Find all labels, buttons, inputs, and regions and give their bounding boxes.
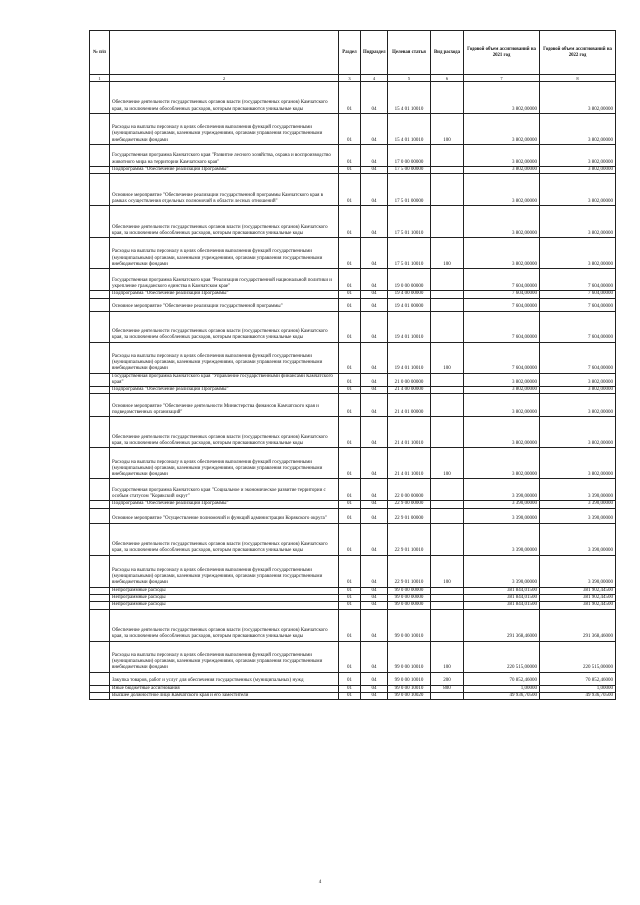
row-vid (431, 206, 464, 238)
row-2022: 3 390,00000 (540, 501, 616, 508)
table-row (90, 479, 616, 501)
row-name: Расходы на выплаты персоналу в целях обеспечения выполнения функций государственными (муниципальными) органами, казенными учреждениями, органами управления государственными внебюджетными фондами (110, 238, 339, 269)
row-razdel: 01 (339, 501, 361, 508)
row-podrazdel: 04 (361, 685, 388, 692)
row-name: Подпрограмма "Обеспечение реализации Программы" (110, 291, 339, 298)
row-name: Основное мероприятие "Обеспечение реализации государственной программы Камчатского края в рамках осуществления отдельных полномочий в области лесных отношений" (110, 174, 339, 206)
row-2021: 7 604,00000 (464, 342, 540, 373)
row-razdel: 01 (339, 291, 361, 298)
row-num (90, 508, 110, 523)
row-vid (431, 508, 464, 523)
row-razdel: 01 (339, 167, 361, 174)
row-vid: 800 (431, 685, 464, 692)
row-name: Расходы на выплаты персоналу в целях обеспечения выполнения функций государственными (муниципальными) органами, казенными учреждениями, органами управления государственными внебюджетными фондами (110, 555, 339, 587)
row-razdel: 01 (339, 82, 361, 114)
row-target: 21 4 01 00000 (388, 394, 431, 417)
row-2021: 3 802,00000 (464, 448, 540, 479)
row-vid: 100 (431, 238, 464, 269)
table-row (90, 555, 616, 587)
row-2022: 49 936,70500 (540, 692, 616, 699)
row-2021: 70 852,46000 (464, 672, 540, 685)
row-vid (431, 311, 464, 342)
header-razdel: Раздел (339, 31, 361, 75)
row-2021: 3 390,00000 (464, 523, 540, 555)
table-row (90, 595, 616, 602)
row-2022: 1,00000 (540, 685, 616, 692)
row-num (90, 595, 110, 602)
row-num (90, 685, 110, 692)
row-name: Государственная программа Камчатского края "Социальное и экономическое развитие территории с особым статусом "Корякский округ" (110, 479, 339, 501)
header-2022: Годовой объем ассигнований на 2022 год (540, 31, 616, 75)
page-number: 4 (318, 880, 322, 885)
row-podrazdel: 04 (361, 555, 388, 587)
row-name: Закупка товаров, работ и услуг для обеспечения государственных (муниципальных) нужд (110, 672, 339, 685)
row-2021: 3 802,00000 (464, 394, 540, 417)
row-2021: 7 604,00000 (464, 269, 540, 291)
row-vid (431, 269, 464, 291)
row-razdel: 01 (339, 685, 361, 692)
row-name: Обеспечение деятельности государственных органов власти (государственных органов) Камчатского края, за исключением обособленных расходов, которым присваиваются уникальные коды (110, 523, 339, 555)
row-2022: 7 604,00000 (540, 291, 616, 298)
row-target: 21 4 01 10010 (388, 448, 431, 479)
row-2021: 3 390,00000 (464, 479, 540, 501)
row-name: Основное мероприятие "Обеспечение реализации государственной программы" (110, 298, 339, 311)
row-razdel: 01 (339, 269, 361, 291)
row-podrazdel: 04 (361, 167, 388, 174)
row-name: Высшее должностное лицо Камчатского края и его заместители (110, 692, 339, 699)
row-2022: 3 802,00000 (540, 394, 616, 417)
header-2021: Годовой объем ассигнований на 2021 год (464, 31, 540, 75)
row-num (90, 145, 110, 167)
row-num (90, 641, 110, 672)
row-2022: 3 390,00000 (540, 508, 616, 523)
row-podrazdel: 04 (361, 479, 388, 501)
row-vid: 100 (431, 114, 464, 145)
row-podrazdel: 04 (361, 311, 388, 342)
row-2021: 3 802,00000 (464, 167, 540, 174)
row-2021: 3 802,00000 (464, 238, 540, 269)
row-podrazdel: 04 (361, 342, 388, 373)
header-vid: Вид расхода (431, 31, 464, 75)
row-name: Основное мероприятие "Осуществление полномочий и функций администрации Корякского округа" (110, 508, 339, 523)
row-vid (431, 174, 464, 206)
row-num (90, 523, 110, 555)
row-razdel: 01 (339, 609, 361, 641)
row-num (90, 394, 110, 417)
table-row (90, 501, 616, 508)
table-header-row (90, 31, 616, 75)
column-number: 3 (339, 75, 361, 82)
row-2021: 3 802,00000 (464, 206, 540, 238)
row-razdel: 01 (339, 387, 361, 394)
row-razdel: 01 (339, 672, 361, 685)
row-2022: 3 802,00000 (540, 167, 616, 174)
row-podrazdel: 04 (361, 114, 388, 145)
row-podrazdel: 04 (361, 82, 388, 114)
row-2021: 3 390,00000 (464, 501, 540, 508)
table-row (90, 417, 616, 448)
row-num (90, 609, 110, 641)
row-razdel: 01 (339, 145, 361, 167)
table-row (90, 609, 616, 641)
row-2021: 291 368,46000 (464, 609, 540, 641)
row-num (90, 342, 110, 373)
row-name: Расходы на выплаты персоналу в целях обеспечения выполнения функций государственными (муниципальными) органами, казенными учреждениями, органами управления государственными внебюджетными фондами (110, 342, 339, 373)
row-2022: 3 802,00000 (540, 145, 616, 167)
row-podrazdel: 04 (361, 508, 388, 523)
budget-table (89, 30, 616, 700)
budget-sheet (89, 30, 615, 700)
column-number: 5 (388, 75, 431, 82)
row-num (90, 479, 110, 501)
table-row (90, 206, 616, 238)
row-target: 17 5 01 10010 (388, 206, 431, 238)
row-2022: 7 604,00000 (540, 298, 616, 311)
row-podrazdel: 04 (361, 145, 388, 167)
row-name: Подпрограмма "Обеспечение реализации Программы" (110, 167, 339, 174)
row-razdel: 01 (339, 641, 361, 672)
row-vid (431, 145, 464, 167)
row-2022: 3 802,00000 (540, 206, 616, 238)
row-podrazdel: 04 (361, 373, 388, 387)
row-podrazdel: 04 (361, 174, 388, 206)
row-vid: 100 (431, 342, 464, 373)
row-2021: 7 604,00000 (464, 298, 540, 311)
row-num (90, 501, 110, 508)
row-num (90, 269, 110, 291)
row-2021: 220 515,00000 (464, 641, 540, 672)
table-row (90, 291, 616, 298)
row-podrazdel: 04 (361, 587, 388, 594)
column-number: 6 (431, 75, 464, 82)
row-name: Иные бюджетные ассигнования (110, 685, 339, 692)
row-razdel: 01 (339, 311, 361, 342)
column-number: 4 (361, 75, 388, 82)
row-podrazdel: 04 (361, 641, 388, 672)
row-razdel: 01 (339, 692, 361, 699)
row-vid: 200 (431, 672, 464, 685)
row-podrazdel: 04 (361, 501, 388, 508)
table-row (90, 641, 616, 672)
row-target: 19 0 00 00000 (388, 269, 431, 291)
row-target: 99 0 00 10020 (388, 692, 431, 699)
row-2021: 3 802,00000 (464, 82, 540, 114)
row-2022: 3 802,00000 (540, 82, 616, 114)
row-num (90, 417, 110, 448)
row-2021: 3 802,00000 (464, 114, 540, 145)
row-num (90, 311, 110, 342)
row-vid (431, 167, 464, 174)
row-target: 19 4 01 00000 (388, 298, 431, 311)
column-number-row (90, 75, 616, 82)
row-vid (431, 373, 464, 387)
row-razdel: 01 (339, 555, 361, 587)
row-num (90, 448, 110, 479)
table-row (90, 311, 616, 342)
row-podrazdel: 04 (361, 417, 388, 448)
row-target: 99 0 00 10010 (388, 609, 431, 641)
row-target: 15 4 01 10010 (388, 114, 431, 145)
row-name: Подпрограмма "Обеспечение реализации Программы" (110, 501, 339, 508)
row-target: 19 4 00 00000 (388, 291, 431, 298)
row-razdel: 01 (339, 298, 361, 311)
table-row (90, 174, 616, 206)
table-row (90, 238, 616, 269)
row-name: Непрограммные расходы (110, 602, 339, 609)
row-podrazdel: 04 (361, 291, 388, 298)
row-2021: 3 390,00000 (464, 508, 540, 523)
row-name: Государственная программа Камчатского края "Управление государственными финансами Камчатского края" (110, 373, 339, 387)
row-2022: 3 390,00000 (540, 523, 616, 555)
row-vid: 100 (431, 641, 464, 672)
row-target: 99 0 00 00000 (388, 602, 431, 609)
row-target: 22 9 01 00000 (388, 508, 431, 523)
table-row (90, 387, 616, 394)
row-num (90, 587, 110, 594)
row-name: Обеспечение деятельности государственных органов власти (государственных органов) Камчатского края, за исключением обособленных расходов, которым присваиваются уникальные коды (110, 311, 339, 342)
table-row (90, 602, 616, 609)
row-num (90, 291, 110, 298)
row-name: Расходы на выплаты персоналу в целях обеспечения выполнения функций государственными (муниципальными) органами, казенными учреждениями, органами управления государственными внебюджетными фондами (110, 448, 339, 479)
row-num (90, 238, 110, 269)
row-razdel: 01 (339, 508, 361, 523)
row-vid (431, 609, 464, 641)
row-2022: 381 902,44500 (540, 595, 616, 602)
row-razdel: 01 (339, 595, 361, 602)
header-target: Целевая статья (388, 31, 431, 75)
row-vid (431, 387, 464, 394)
row-podrazdel: 04 (361, 387, 388, 394)
row-razdel: 01 (339, 238, 361, 269)
row-target: 22 0 00 00000 (388, 479, 431, 501)
row-2022: 7 604,00000 (540, 311, 616, 342)
header-num: № п/п (90, 31, 110, 75)
row-num (90, 387, 110, 394)
row-razdel: 01 (339, 342, 361, 373)
row-num (90, 206, 110, 238)
row-podrazdel: 04 (361, 448, 388, 479)
row-target: 21 4 00 00000 (388, 387, 431, 394)
row-num (90, 602, 110, 609)
row-razdel: 01 (339, 114, 361, 145)
row-podrazdel: 04 (361, 269, 388, 291)
row-target: 99 0 00 00000 (388, 595, 431, 602)
row-target: 21 4 01 10010 (388, 417, 431, 448)
row-razdel: 01 (339, 587, 361, 594)
row-razdel: 01 (339, 448, 361, 479)
row-target: 99 0 00 10010 (388, 672, 431, 685)
row-2022: 3 802,00000 (540, 114, 616, 145)
row-2021: 3 802,00000 (464, 145, 540, 167)
row-target: 17 5 01 00000 (388, 174, 431, 206)
row-podrazdel: 04 (361, 595, 388, 602)
row-2022: 3 802,00000 (540, 448, 616, 479)
row-2022: 3 390,00000 (540, 555, 616, 587)
row-name: Обеспечение деятельности государственных органов власти (государственных органов) Камчатского края, за исключением обособленных расходов, которым присваиваются уникальные коды (110, 82, 339, 114)
row-podrazdel: 04 (361, 672, 388, 685)
row-2021: 3 802,00000 (464, 417, 540, 448)
row-target: 15 4 01 10010 (388, 82, 431, 114)
row-target: 17 0 00 00000 (388, 145, 431, 167)
table-row (90, 672, 616, 685)
row-num (90, 373, 110, 387)
row-2022: 7 604,00000 (540, 342, 616, 373)
row-2022: 220 515,00000 (540, 641, 616, 672)
row-vid (431, 82, 464, 114)
row-2022: 381 902,44500 (540, 602, 616, 609)
row-2022: 3 802,00000 (540, 238, 616, 269)
table-row (90, 523, 616, 555)
table-row (90, 342, 616, 373)
row-target: 99 0 00 10010 (388, 685, 431, 692)
row-2022: 7 604,00000 (540, 269, 616, 291)
row-name: Расходы на выплаты персоналу в целях обеспечения выполнения функций государственными (муниципальными) органами, казенными учреждениями, органами управления государственными внебюджетными фондами (110, 641, 339, 672)
table-row (90, 373, 616, 387)
row-target: 22 9 01 10010 (388, 523, 431, 555)
row-target: 17 5 00 00000 (388, 167, 431, 174)
row-podrazdel: 04 (361, 206, 388, 238)
table-row (90, 145, 616, 167)
row-2022: 70 852,46000 (540, 672, 616, 685)
row-vid (431, 523, 464, 555)
header-podrazdel: Подраздел (361, 31, 388, 75)
table-row (90, 587, 616, 594)
column-number: 8 (540, 75, 616, 82)
row-2022: 381 902,44500 (540, 587, 616, 594)
row-num (90, 298, 110, 311)
row-vid (431, 479, 464, 501)
table-row (90, 82, 616, 114)
row-num (90, 82, 110, 114)
row-razdel: 01 (339, 174, 361, 206)
row-razdel: 01 (339, 394, 361, 417)
table-row (90, 692, 616, 699)
row-num (90, 174, 110, 206)
row-podrazdel: 04 (361, 238, 388, 269)
row-vid (431, 298, 464, 311)
row-vid: 100 (431, 448, 464, 479)
table-row (90, 269, 616, 291)
row-podrazdel: 04 (361, 298, 388, 311)
row-2021: 7 604,00000 (464, 311, 540, 342)
row-name: Подпрограмма "Обеспечение реализации Программы" (110, 387, 339, 394)
column-number: 1 (90, 75, 110, 82)
column-number: 2 (110, 75, 339, 82)
row-name: Расходы на выплаты персоналу в целях обеспечения выполнения функций государственными (муниципальными) органами, казенными учреждениями, органами управления государственными внебюджетными фондами (110, 114, 339, 145)
row-name: Обеспечение деятельности государственных органов власти (государственных органов) Камчатского края, за исключением обособленных расходов, которым присваиваются уникальные коды (110, 609, 339, 641)
row-target: 22 9 01 10010 (388, 555, 431, 587)
row-vid (431, 501, 464, 508)
table-row (90, 685, 616, 692)
row-2022: 291 368,46000 (540, 609, 616, 641)
row-target: 22 9 00 00000 (388, 501, 431, 508)
row-razdel: 01 (339, 373, 361, 387)
row-target: 19 4 01 10010 (388, 311, 431, 342)
row-name: Непрограммные расходы (110, 587, 339, 594)
row-2022: 3 802,00000 (540, 417, 616, 448)
row-vid (431, 692, 464, 699)
table-row (90, 394, 616, 417)
row-razdel: 01 (339, 206, 361, 238)
row-name: Государственная программа Камчатского края "Реализация государственной национальной политики и укрепление гражданского единства в Камчатском крае" (110, 269, 339, 291)
table-row (90, 508, 616, 523)
row-2021: 7 604,00000 (464, 291, 540, 298)
row-2022: 3 802,00000 (540, 387, 616, 394)
row-vid: 100 (431, 555, 464, 587)
row-num (90, 672, 110, 685)
row-vid (431, 394, 464, 417)
table-row (90, 298, 616, 311)
row-podrazdel: 04 (361, 609, 388, 641)
row-podrazdel: 04 (361, 602, 388, 609)
row-2021: 3 802,00000 (464, 373, 540, 387)
row-vid (431, 291, 464, 298)
row-num (90, 692, 110, 699)
row-2022: 3 802,00000 (540, 174, 616, 206)
row-vid (431, 587, 464, 594)
row-podrazdel: 04 (361, 692, 388, 699)
row-2022: 3 802,00000 (540, 373, 616, 387)
row-target: 99 0 00 10010 (388, 641, 431, 672)
row-target: 19 4 01 10010 (388, 342, 431, 373)
row-2021: 3 802,00000 (464, 387, 540, 394)
row-vid (431, 417, 464, 448)
row-2021: 381 844,01500 (464, 587, 540, 594)
row-name: Обеспечение деятельности государственных органов власти (государственных органов) Камчатского края, за исключением обособленных расходов, которым присваиваются уникальные коды (110, 417, 339, 448)
row-target: 17 5 01 10010 (388, 238, 431, 269)
table-row (90, 448, 616, 479)
row-2021: 49 936,70500 (464, 692, 540, 699)
row-2021: 381 844,01500 (464, 602, 540, 609)
row-vid (431, 595, 464, 602)
column-number: 7 (464, 75, 540, 82)
table-row (90, 167, 616, 174)
row-name: Государственная программа Камчатского края "Развитие лесного хозяйства, охрана и воспроизводство животного мира на территории Камчатского края" (110, 145, 339, 167)
row-target: 99 0 00 00000 (388, 587, 431, 594)
row-podrazdel: 04 (361, 394, 388, 417)
row-podrazdel: 04 (361, 523, 388, 555)
row-vid (431, 602, 464, 609)
row-razdel: 01 (339, 417, 361, 448)
row-target: 21 0 00 00000 (388, 373, 431, 387)
table-row (90, 114, 616, 145)
row-num (90, 167, 110, 174)
row-2021: 3 390,00000 (464, 555, 540, 587)
row-razdel: 01 (339, 602, 361, 609)
row-num (90, 555, 110, 587)
row-razdel: 01 (339, 523, 361, 555)
row-2021: 381 844,01500 (464, 595, 540, 602)
header-name (110, 31, 339, 75)
row-name: Непрограммные расходы (110, 595, 339, 602)
row-razdel: 01 (339, 479, 361, 501)
row-name: Основное мероприятие "Обеспечение деятельности Министерства финансов Камчатского края и подведомственных организаций" (110, 394, 339, 417)
row-2021: 3 802,00000 (464, 174, 540, 206)
row-2022: 3 390,00000 (540, 479, 616, 501)
row-num (90, 114, 110, 145)
row-name: Обеспечение деятельности государственных органов власти (государственных органов) Камчатского края, за исключением обособленных расходов, которым присваиваются уникальные коды (110, 206, 339, 238)
row-2021: 1,00000 (464, 685, 540, 692)
